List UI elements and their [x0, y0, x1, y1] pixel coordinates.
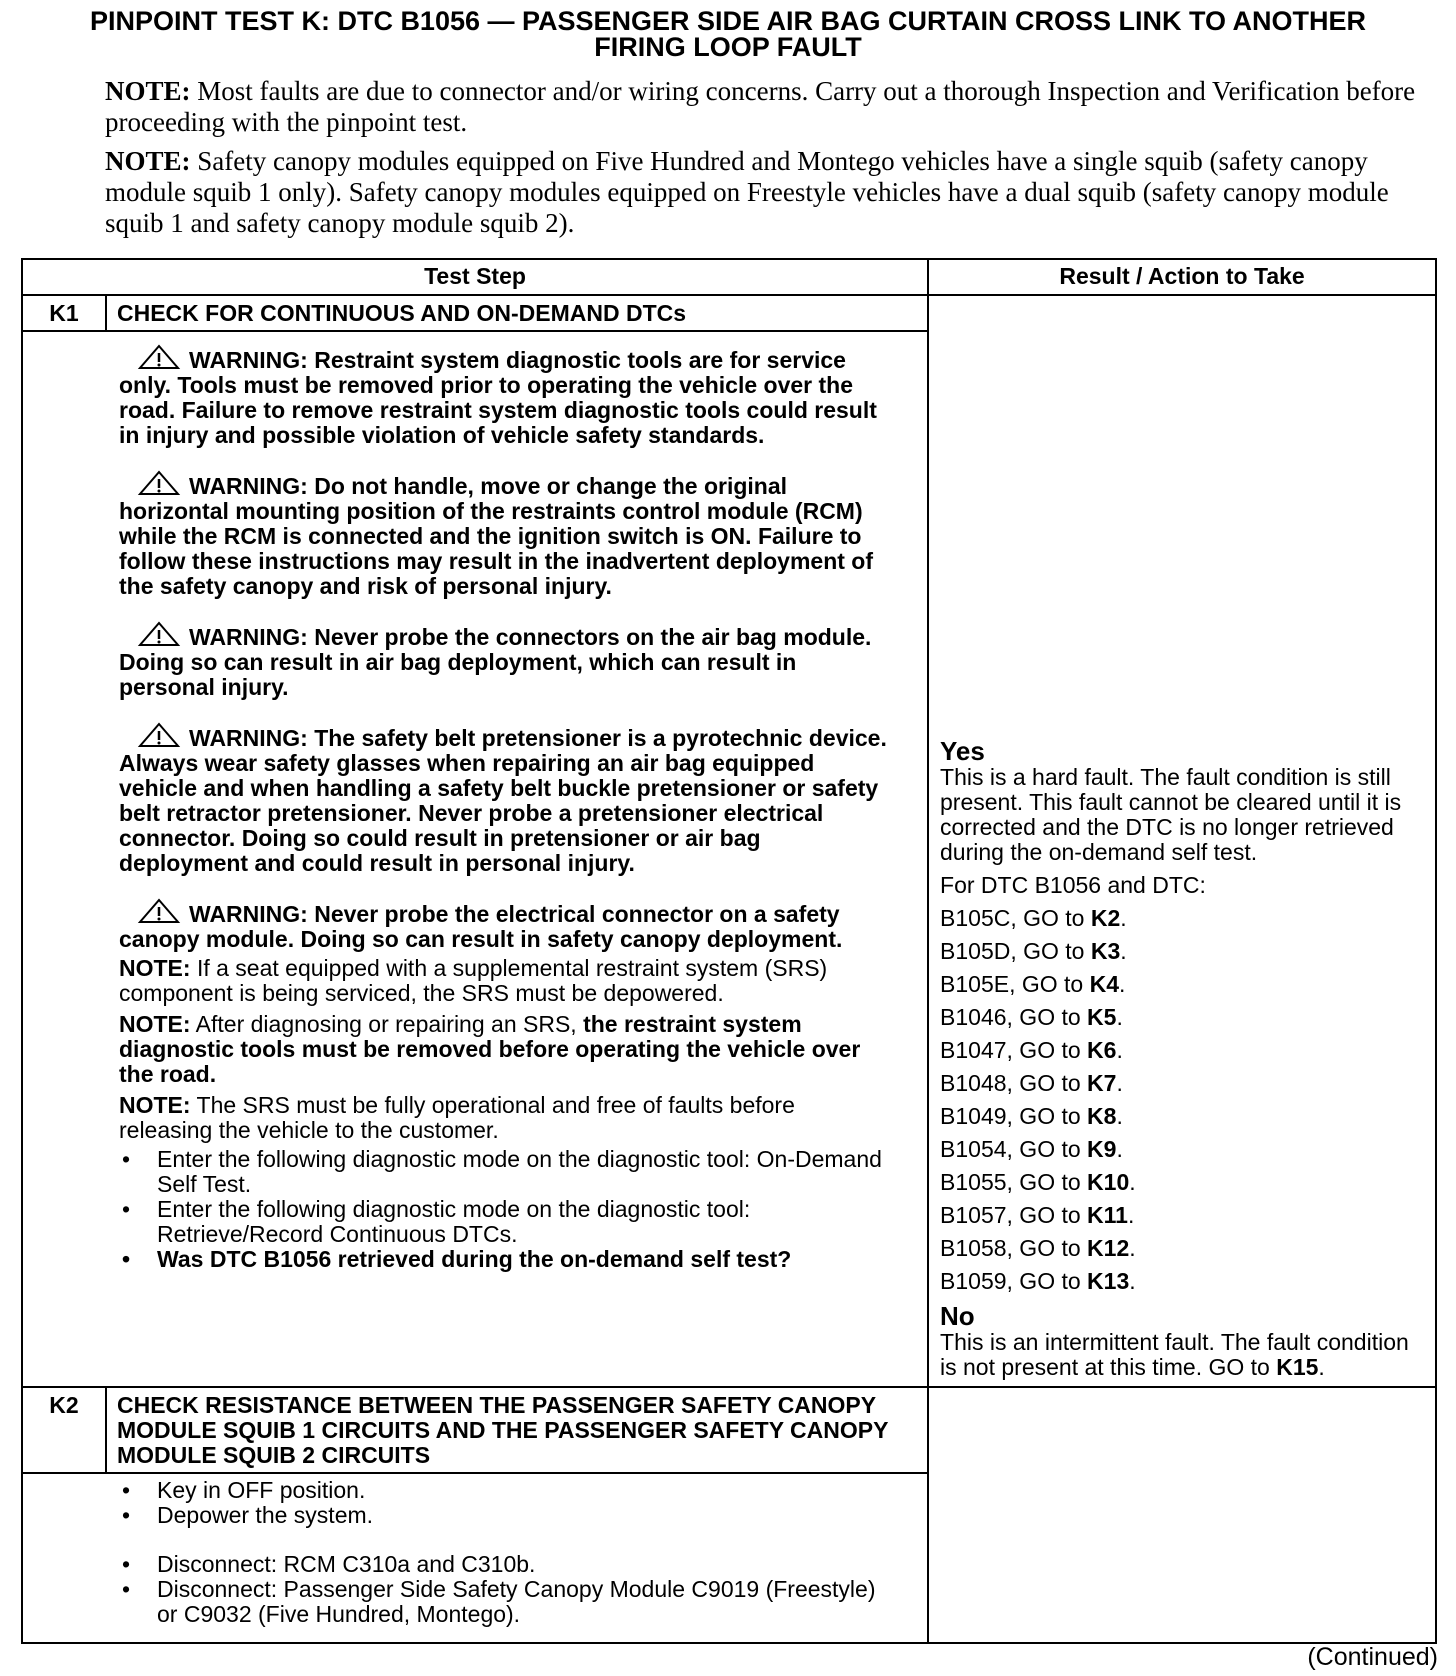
list-item: • Disconnect: Passenger Side Safety Canopy Module C9019 (Freestyle) or C9032 (Five Hundred, Montego). [119, 1577, 887, 1627]
yes-label: Yes [940, 736, 985, 766]
note-text: Safety canopy modules equipped on Five Hundred and Montego vehicles have a single squib (safety canopy module squib 1 only). Safety canopy modules equipped on Freestyle vehicles have a dual squib (safety canopy module squib 1 and safety canopy module squib 2). [105, 146, 1389, 238]
k1-heading-row [22, 295, 1436, 331]
go-to-item: B1057, GO to K11. [940, 1202, 1135, 1228]
go-to-step-link[interactable]: K7 [1087, 1070, 1117, 1096]
warning-triangle-icon [137, 344, 181, 370]
header-result: Result / Action to Take [928, 259, 1436, 295]
go-to-item: B105E, GO to K4. [940, 971, 1126, 997]
list-item: • Disconnect: RCM C310a and C310b. [119, 1552, 887, 1577]
go-to-step-link[interactable]: K10 [1087, 1169, 1130, 1195]
k2-heading-row [22, 1387, 1436, 1473]
go-to-step-link[interactable]: K4 [1089, 971, 1120, 997]
note-tools-removed: NOTE: After diagnosing or repairing an SRS, the restraint system diagnostic tools must be removed before operating the vehicle over the road. [119, 1011, 861, 1087]
header-test-step: Test Step [22, 259, 928, 295]
list-item: • Key in OFF position. [119, 1478, 887, 1503]
pinpoint-test-table [21, 258, 1437, 1644]
warning-block: WARNING: Do not handle, move or change the original horizontal mounting position of the restraints control module (RCM) while the RCM is connected and the ignition switch is ON. Failure to follow these instructions may result in the inadvertent deployment of the safety canopy and risk of personal injury. [119, 470, 887, 599]
note-label: NOTE: [105, 76, 191, 106]
go-to-step-link[interactable]: K6 [1087, 1037, 1117, 1063]
continued-footer: (Continued) [1307, 1643, 1438, 1671]
go-to-item: B105C, GO to K2. [940, 905, 1127, 931]
warning-block: WARNING: Never probe the electrical connector on a safety canopy module. Doing so can result in safety canopy deployment. [119, 898, 887, 952]
table-header-row [22, 259, 1436, 295]
note-srs-operational: NOTE: The SRS must be fully operational and free of faults before releasing the vehicle to the customer. [119, 1092, 795, 1143]
go-to-step-link[interactable]: K15 [1276, 1354, 1319, 1380]
go-to-step-link[interactable]: K3 [1090, 938, 1121, 964]
go-to-step-link[interactable]: K5 [1087, 1004, 1117, 1030]
step-body-k1 [22, 331, 928, 1387]
warning-triangle-icon [137, 722, 181, 748]
step-body-k2 [22, 1473, 928, 1643]
no-text: This is an intermittent fault. The fault condition is not present at this time. GO to K15. [940, 1329, 1409, 1380]
go-to-step-link[interactable]: K9 [1087, 1136, 1117, 1162]
go-to-item: B105D, GO to K3. [940, 938, 1127, 964]
go-to-item: B1048, GO to K7. [940, 1070, 1123, 1096]
step-heading-k1: CHECK FOR CONTINUOUS AND ON-DEMAND DTCs [106, 295, 928, 331]
page-title [20, 8, 1436, 60]
list-item: • Depower the system. [119, 1503, 887, 1528]
go-to-item: B1054, GO to K9. [940, 1136, 1123, 1162]
go-to-item: B1047, GO to K6. [940, 1037, 1123, 1063]
note-srs-depower: NOTE: If a seat equipped with a supplemental restraint system (SRS) component is being serviced, the SRS must be depowered. [119, 955, 828, 1006]
go-to-step-link[interactable]: K12 [1087, 1235, 1130, 1261]
go-to-item: B1046, GO to K5. [940, 1004, 1123, 1030]
note-text: Most faults are due to connector and/or wiring concerns. Carry out a thorough Inspection and Verification before proceeding with the pinpoint test. [105, 76, 1416, 137]
note-label: NOTE: [105, 146, 191, 176]
list-item: • Enter the following diagnostic mode on the diagnostic tool: On-Demand Self Test. [119, 1147, 887, 1197]
no-label: No [940, 1301, 975, 1331]
go-to-step-link[interactable]: K11 [1087, 1202, 1128, 1228]
go-to-item: B1049, GO to K8. [940, 1103, 1123, 1129]
warning-triangle-icon [137, 470, 181, 496]
intro-note-2 [105, 146, 1425, 239]
for-dtc-text: For DTC B1056 and DTC: [940, 872, 1206, 898]
warning-block: WARNING: The safety belt pretensioner is a pyrotechnic device. Always wear safety glasses when repairing an air bag equipped vehicle and when handling a safety belt buckle pretensioner or safety belt retractor pretensioner. Never probe a pretensioner electrical connector. Doing so could result in pretensioner or air bag deployment and could result in personal injury. [119, 722, 887, 876]
go-to-step-link[interactable]: K13 [1087, 1268, 1130, 1294]
result-cell-k2 [928, 1387, 1436, 1643]
go-to-item: B1055, GO to K10. [940, 1169, 1136, 1195]
page-title-line1: PINPOINT TEST K: DTC B1056 — PASSENGER SIDE AIR BAG CURTAIN CROSS LINK TO ANOTHER [89, 6, 1367, 36]
step-id-k2: K2 [22, 1387, 106, 1473]
warning-block: WARNING: Never probe the connectors on the air bag module. Doing so can result in air bag deployment, which can result in personal injury. [119, 621, 887, 700]
warning-triangle-icon [137, 621, 181, 647]
go-to-step-link[interactable]: K8 [1087, 1103, 1117, 1129]
warning-block: WARNING: Restraint system diagnostic tools are for service only. Tools must be removed prior to operating the vehicle over the road. Failure to remove restraint system diagnostic tools could result in injury and possible violation of vehicle safety standards. [119, 344, 887, 448]
list-item: • Enter the following diagnostic mode on the diagnostic tool: Retrieve/Record Continuous DTCs. [119, 1197, 887, 1247]
step-heading-k2: CHECK RESISTANCE BETWEEN THE PASSENGER SAFETY CANOPY MODULE SQUIB 1 CIRCUITS AND THE PASSENGER SAFETY CANOPY MODULE SQUIB 2 CIRCUITS [106, 1387, 928, 1473]
go-to-list [940, 906, 1427, 1294]
warning-triangle-icon [137, 898, 181, 924]
go-to-step-link[interactable]: K2 [1090, 905, 1121, 931]
step-question: • Was DTC B1056 retrieved during the on-demand self test? [119, 1247, 887, 1272]
result-cell-k1 [928, 295, 1436, 1387]
go-to-item: B1059, GO to K13. [940, 1268, 1136, 1294]
step-id-k1: K1 [22, 295, 106, 331]
page-title-line2: FIRING LOOP FAULT [594, 32, 862, 62]
yes-text: This is a hard fault. The fault condition is still present. This fault cannot be cleared until it is corrected and the DTC is no longer retrieved during the on-demand self test. [940, 764, 1402, 865]
intro-note-1 [105, 76, 1425, 138]
go-to-item: B1058, GO to K12. [940, 1235, 1136, 1261]
